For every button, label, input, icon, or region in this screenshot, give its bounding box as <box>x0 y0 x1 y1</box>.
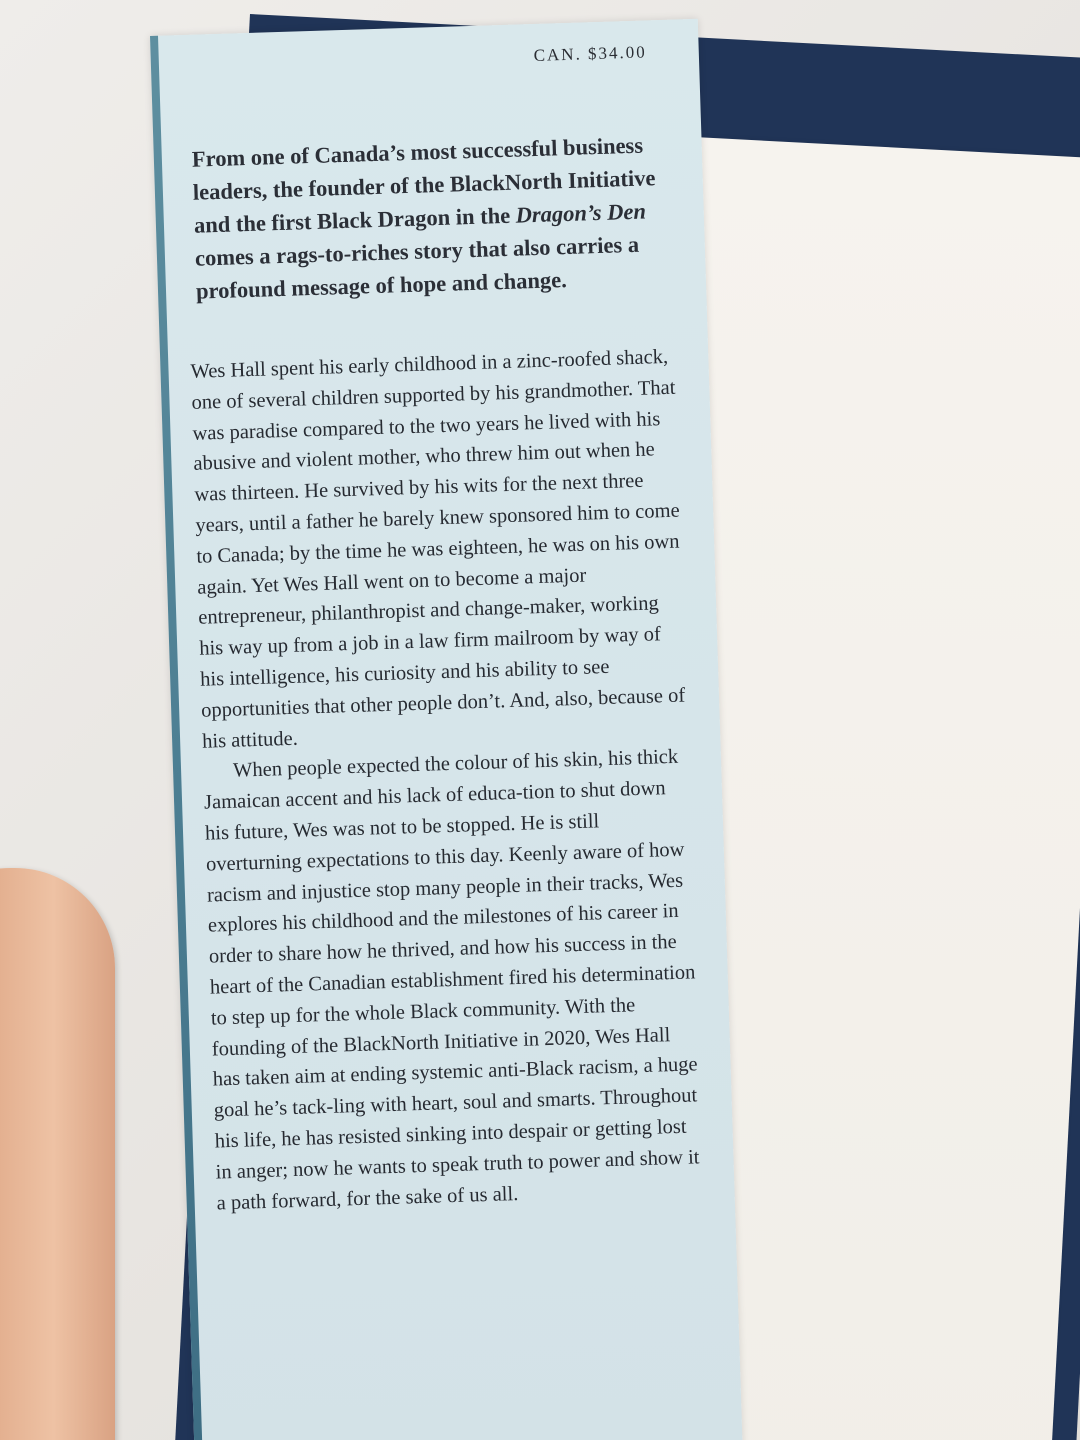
jacket-flap <box>150 19 743 1440</box>
blurb-heading <box>191 128 666 308</box>
blurb-text-end: comes a rags-to-riches story that also carries a profound message of hope and change. <box>194 231 640 304</box>
holding-finger <box>0 868 115 1440</box>
blurb-text-start: From one of Canada’s most successful business leaders, the founder of the BlackNorth Initiative and the first Black Dragon in the <box>191 132 656 238</box>
show-title: Dragon’s Den <box>515 198 647 228</box>
paragraph-2: When people expected the colour of his skin, his thick Jamaican accent and his lack of educa-tion to shut down his future, Wes was not to be stopped. He is still overturning expectations to this day. Keenly aware of how racism and injustice stop many people in their tracks, Wes explores his childhood and the milestones of his career in order to share how he thrived, and how his success in the heart of the Canadian establishment fired his determination to step up for the whole Black community. With the founding of the BlackNorth Initiative in 2020, Wes Hall has taken aim at ending systemic anti-Black racism, a huge goal he’s tack-ling with heart, soul and smarts. Throughout his life, he has resisted sinking into despair or getting lost in anger; now he wants to speak truth to power and show it a path forward, for the sake of us all. <box>203 746 700 1214</box>
jacket-description <box>190 342 703 1219</box>
price-label: CAN. $34.00 <box>533 42 648 65</box>
paragraph-1: Wes Hall spent his early childhood in a zinc-roofed shack, one of several children supported by his grandmother. That was paradise compared to the two years he lived with his abusive and violent mother, who threw him out when he was thirteen. He survived by his wits for the next three years, until a father he barely knew sponsored him to come to Canada; by the time he was eighteen, he was on his own again. Yet Wes Hall went on to become a major entrepreneur, philanthropist and change-maker, working his way up from a job in a law firm mailroom by way of his intelligence, his curiosity and his ability to see opportunities that other people don’t. And, also, because of his attitude. <box>190 345 686 753</box>
